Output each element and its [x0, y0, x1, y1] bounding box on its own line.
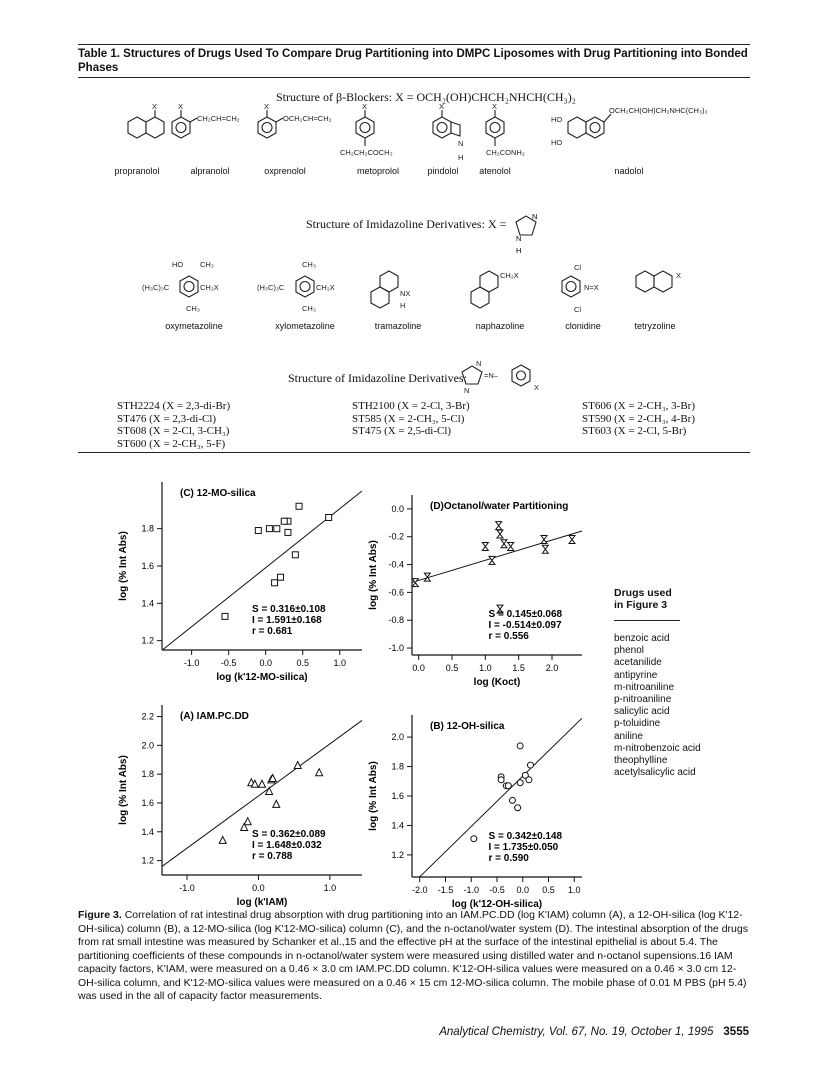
sidebar-drug-item: theophylline [614, 755, 668, 767]
y-axis-label: log (% Int Abs) [118, 755, 129, 825]
data-point [527, 762, 533, 768]
sidebar-drug-item: m-nitrobenzoic acid [614, 742, 701, 754]
sidebar-drug-item: acetylsalicylic acid [614, 767, 696, 779]
drug-name: oxymetazoline [165, 321, 223, 331]
drug-name: atenolol [479, 166, 511, 176]
y-tick-label: -0.8 [388, 615, 404, 626]
data-point [412, 579, 418, 587]
data-point [281, 518, 287, 524]
data-point [278, 574, 284, 580]
data-point [296, 503, 302, 509]
svg-text:H: H [458, 153, 464, 162]
beta-blocker-header: Structure of β-Blockers: X = OCH₂(OH)CHCH₂NHCH(CH₃)₂ [276, 90, 576, 104]
list-item: ST608 (X = 2-Cl, 3-CH₃) [117, 425, 230, 437]
data-point [569, 536, 575, 544]
data-point [255, 528, 261, 534]
data-point [526, 777, 532, 783]
data-point [498, 777, 504, 783]
svg-text:CH₃: CH₃ [302, 304, 316, 313]
data-point [273, 800, 280, 807]
svg-text:N: N [516, 234, 522, 243]
fit-statistic: S = 0.145±0.068 [488, 609, 563, 620]
x-axis-label: log (k'IAM) [236, 897, 288, 908]
data-point [259, 780, 266, 787]
svg-text:(H₃C)₃C: (H₃C)₃C [142, 283, 170, 292]
y-tick-label: 2.0 [391, 732, 404, 743]
y-tick-label: 1.8 [141, 523, 154, 534]
x-axis-label: log (Koct) [473, 677, 521, 688]
data-point [508, 542, 514, 550]
list-item: ST590 (X = 2-CH₃, 4-Br) [582, 412, 696, 425]
plot-panel [368, 495, 582, 688]
propranolol-x: X [152, 102, 158, 111]
svg-text:N: N [532, 212, 538, 221]
table-bottom-rule [78, 452, 750, 453]
y-tick-label: -0.6 [388, 587, 404, 598]
x-tick-label: 0.5 [296, 658, 309, 668]
y-axis-label: log (% Int Abs) [368, 540, 379, 610]
data-point [222, 613, 228, 619]
svg-text:X: X [676, 271, 682, 280]
y-axis-label: log (% Int Abs) [118, 531, 129, 601]
journal-citation: Analytical Chemistry, Vol. 67, No. 19, October 1, 1995 [439, 1026, 714, 1038]
alpranolol-sub: CH₂CH=CH₂ [197, 114, 240, 123]
x-tick-label: -1.0 [463, 885, 480, 895]
plot-panel [118, 482, 362, 683]
data-point [266, 787, 273, 794]
sidebar-drug-item: m-nitroaniline [614, 681, 675, 693]
svg-text:=N–: =N– [484, 371, 498, 380]
y-tick-label: 0.0 [391, 503, 404, 514]
data-point [272, 580, 278, 586]
figure-caption [78, 909, 752, 1004]
data-point [515, 805, 521, 811]
drug-name: xylometazoline [275, 321, 335, 331]
list-item: ST476 (X = 2,3-di-Cl) [117, 412, 217, 425]
caption-text: Correlation of rat intestinal drug absorption with drug partitioning into an IAM.PC.DD (log K'IAM) column (A), a 12-OH-silica (log K'12-OH-silica) column (B), a 12-MO-silica (log K'12-MO-silica) column (C), and the n-octanol/water system (D). The intestinal absorption of the drugs from rat small intestine was measured by Schanker et al.,15 and the effective pH at the surface of the intestinal epithelial is about 5.4. The partitioning coefficients of these compounds in n-octanol/water system were measured using distilled water and n-octanol supensions.16 IAM capacity factors, K'IAM, were measured on a 0.46 × 3.0 cm IAM.PC.DD column. K'12-OH-silica values were measured on a 0.46 × 3.0 cm 12-OH-silica column, and K'12-MO-silica values were measured on a 0.46 × 15 cm 12-MO-silica column. The mobile phase of 0.01 M PBS (pH 5.4) was used in the all of capacity factor measurements. [78, 909, 748, 1002]
svg-text:X: X [534, 383, 540, 392]
x-tick-label: -0.5 [489, 885, 505, 895]
svg-text:N: N [458, 139, 464, 148]
svg-text:CH₂CONH₂: CH₂CONH₂ [486, 148, 525, 157]
x-tick-label: 1.0 [323, 883, 337, 893]
drug-name: oxprenolol [264, 166, 306, 176]
fit-statistic: I = -0.514±0.097 [488, 620, 562, 631]
sidebar-drug-item: antipyrine [614, 669, 658, 681]
sidebar-title-line: in Figure 3 [614, 599, 668, 612]
svg-text:H: H [516, 246, 522, 255]
x-tick-label: 0.5 [542, 885, 555, 895]
drug-name: alpranolol [190, 166, 230, 176]
imidazoline-ring-icon [506, 208, 546, 256]
x-tick-label: 0.0 [516, 885, 530, 895]
data-point [509, 797, 515, 803]
imidazoline-aryl-icon [456, 356, 552, 396]
list-item: ST585 (X = 2-CH₃, 5-Cl) [352, 412, 465, 425]
drug-name: tetryzoline [634, 321, 676, 331]
svg-text:(H₃C)₃C: (H₃C)₃C [257, 283, 285, 292]
svg-text:CH₂X: CH₂X [316, 283, 335, 292]
drug-name: propranolol [114, 166, 160, 176]
x-tick-label: 0.0 [259, 658, 272, 668]
y-tick-label: 1.4 [141, 598, 154, 609]
svg-text:HO: HO [551, 115, 563, 124]
list-item: ST475 (X = 2,5-di-Cl) [352, 425, 452, 437]
fit-statistic: r = 0.590 [488, 853, 529, 864]
fit-statistic: r = 0.788 [252, 851, 293, 862]
sidebar-rule [614, 620, 680, 621]
plot-panel [368, 715, 582, 910]
data-point [266, 526, 272, 532]
data-point [542, 545, 548, 553]
data-point [471, 836, 477, 842]
imidazoline-header-1: Structure of Imidazoline Derivatives: X = [306, 217, 507, 231]
y-tick-label: -0.4 [388, 559, 404, 570]
y-tick-label: 1.8 [141, 769, 154, 780]
svg-text:X: X [362, 102, 368, 111]
svg-text:N: N [464, 386, 470, 395]
x-tick-label: 1.0 [568, 885, 581, 895]
x-tick-label: -2.0 [411, 885, 428, 895]
list-item: STH2100 (X = 2-Cl, 3-Br) [352, 400, 470, 412]
svg-text:HO: HO [172, 260, 184, 269]
y-tick-label: 2.2 [141, 711, 154, 722]
svg-text:X: X [492, 102, 498, 111]
svg-text:CH₂X: CH₂X [500, 271, 519, 280]
y-tick-label: 1.2 [141, 635, 154, 646]
x-tick-label: -0.5 [220, 658, 237, 668]
svg-text:Cl: Cl [574, 305, 582, 314]
y-tick-label: 1.6 [391, 791, 404, 801]
data-point [489, 556, 495, 564]
svg-text:CH₃: CH₃ [302, 260, 316, 269]
y-tick-label: 1.2 [391, 849, 404, 860]
fit-statistic: I = 1.591±0.168 [252, 615, 322, 626]
svg-text:X: X [439, 102, 445, 111]
y-tick-label: 2.0 [141, 740, 154, 751]
fit-statistic: I = 1.648±0.032 [252, 840, 322, 851]
sidebar-drug-item: p-nitroaniline [614, 694, 672, 706]
x-tick-label: 0.0 [412, 663, 425, 673]
list-item: ST603 (X = 2-Cl, 5-Br) [582, 425, 687, 437]
svg-text:N=X: N=X [584, 283, 599, 292]
sidebar-drug-item: aniline [614, 730, 643, 742]
svg-text:X: X [178, 102, 184, 111]
x-tick-label: 0.5 [445, 663, 459, 673]
svg-text:N: N [476, 359, 482, 368]
data-point [497, 530, 503, 538]
svg-text:HO: HO [551, 138, 563, 147]
data-point [541, 536, 547, 544]
list-item: ST606 (X = 2-CH₃, 3-Br) [582, 400, 696, 412]
svg-text:OCH₂CH(OH)CH₂NHC(CH₃)₃: OCH₂CH(OH)CH₂NHC(CH₃)₃ [609, 106, 708, 115]
plot-title: (C) 12-MO-silica [180, 488, 256, 499]
data-point [316, 769, 323, 776]
y-tick-label: 1.8 [391, 761, 404, 772]
y-tick-label: 1.6 [141, 561, 154, 571]
plot-title: (D)Octanol/water Partitioning [430, 501, 569, 512]
y-axis-label: log (% Int Abs) [368, 761, 379, 831]
sidebar-title [614, 587, 672, 611]
imidazoline-header-2: Structure of Imidazoline Derivatives: [288, 371, 467, 385]
sidebar-drug-item: acetanilide [614, 657, 662, 669]
y-tick-label: 1.6 [141, 797, 154, 808]
drug-name: pindolol [427, 166, 459, 176]
data-point [517, 780, 523, 786]
y-tick-label: 1.2 [141, 855, 154, 866]
svg-text:OCH₂CH=CH₂: OCH₂CH=CH₂ [283, 114, 332, 123]
fit-statistic: S = 0.342±0.148 [488, 831, 563, 842]
data-point [517, 743, 523, 749]
y-tick-label: 1.4 [141, 826, 154, 837]
data-point [219, 836, 226, 843]
svg-text:CH₃: CH₃ [186, 304, 200, 313]
caption-label: Figure 3. [78, 909, 122, 921]
x-tick-label: 2.0 [545, 663, 559, 673]
title-rule [78, 77, 750, 78]
drug-name: metoprolol [356, 166, 400, 176]
y-tick-label: -0.2 [388, 531, 404, 542]
sidebar-drug-list [614, 633, 701, 779]
sidebar-drug-item: salicylic acid [614, 706, 670, 718]
data-point [501, 540, 507, 548]
fit-statistic: r = 0.681 [252, 626, 293, 637]
plot-panel [118, 705, 362, 908]
sidebar-drug-item: p-toluidine [614, 718, 661, 730]
svg-text:CH₃: CH₃ [200, 260, 214, 269]
y-tick-label: 1.4 [391, 820, 404, 831]
st-list-col1 [117, 400, 230, 450]
list-item: ST600 (X = 2-CH₃, 5-F) [117, 437, 226, 450]
drug-name: nadolol [614, 166, 644, 176]
st-list-col2 [352, 400, 470, 438]
svg-text:CH₂CH₂COCH₃: CH₂CH₂COCH₃ [340, 148, 393, 157]
sidebar-title-line: Drugs used [614, 587, 672, 599]
plot-title: (B) 12-OH-silica [430, 721, 505, 732]
svg-text:H: H [400, 301, 406, 310]
drug-name: clonidine [565, 321, 601, 331]
svg-text:NX: NX [400, 289, 411, 298]
x-tick-label: 0.0 [252, 883, 265, 893]
fit-statistic: r = 0.556 [488, 631, 529, 642]
data-point [496, 522, 502, 530]
svg-text:CH₂X: CH₂X [200, 283, 219, 292]
sidebar-drug-item: phenol [614, 645, 645, 657]
sidebar-drug-item: benzoic acid [614, 633, 670, 644]
list-item: STH2224 (X = 2,3-di-Br) [117, 400, 231, 412]
fit-statistic: S = 0.362±0.089 [252, 829, 326, 840]
x-tick-label: 1.0 [479, 663, 492, 673]
drug-name: tramazoline [374, 321, 422, 331]
imidazoline-structures [100, 256, 740, 320]
table-title: Table 1. Structures of Drugs Used To Compare Drug Partitioning into DMPC Liposomes with Drug Partitioning into Bonded Phases [78, 48, 748, 74]
top-rule [78, 44, 750, 45]
page-number: 3555 [723, 1026, 749, 1038]
x-tick-label: -1.0 [183, 658, 200, 668]
st-list-col3 [582, 400, 695, 438]
data-point [505, 783, 511, 789]
data-point [326, 514, 332, 520]
data-point [292, 552, 298, 558]
x-tick-label: 1.5 [512, 663, 525, 673]
fit-statistic: S = 0.316±0.108 [252, 604, 326, 615]
beta-blocker-structures [100, 100, 740, 172]
fit-statistic: I = 1.735±0.050 [488, 842, 559, 853]
svg-text:X: X [264, 102, 270, 111]
data-point [244, 818, 251, 825]
y-tick-label: -1.0 [388, 643, 404, 654]
page-footer [439, 1026, 749, 1038]
data-point [285, 529, 291, 535]
regression-line [412, 531, 582, 582]
data-point [274, 526, 280, 532]
x-tick-label: 1.0 [333, 658, 347, 668]
svg-text:Cl: Cl [574, 263, 582, 272]
x-tick-label: -1.5 [437, 885, 454, 895]
drug-name: naphazoline [475, 321, 525, 331]
plot-title: (A) IAM.PC.DD [180, 711, 249, 722]
x-axis-label: log (k'12-MO-silica) [216, 672, 308, 683]
data-point [482, 542, 488, 550]
x-axis-label: log (k'12-OH-silica) [451, 899, 543, 910]
x-tick-label: -1.0 [179, 883, 195, 893]
